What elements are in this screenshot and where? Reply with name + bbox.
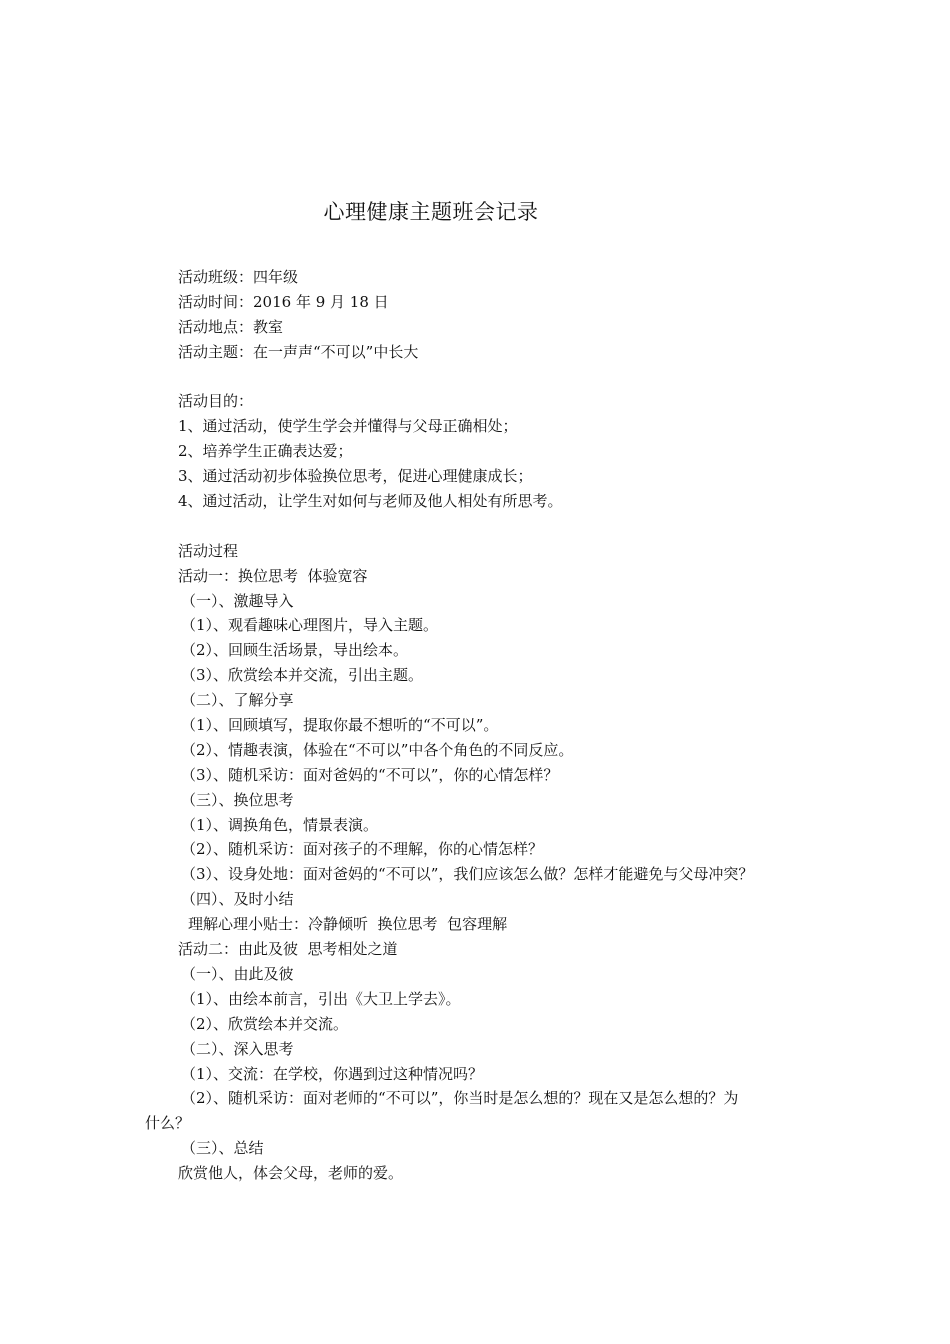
step-item: （2）、随机采访：面对老师的“不可以”，你当时是怎么想的？现在又是怎么想的？为 bbox=[181, 1089, 739, 1108]
tip-line: 理解心理小贴士：冷静倾听 换位思考 包容理解 bbox=[188, 915, 508, 934]
document-body bbox=[145, 265, 815, 1186]
step-item: （1）、调换角色，情景表演。 bbox=[181, 815, 379, 834]
step-item: （1）、观看趣味心理图片，导入主题。 bbox=[181, 616, 439, 635]
spacer bbox=[145, 514, 815, 539]
summary-line: 欣赏他人，体会父母，老师的爱。 bbox=[178, 1164, 404, 1183]
goal-item: 1、通过活动，使学生学会并懂得与父母正确相处； bbox=[178, 417, 518, 436]
info-class: 活动班级：四年级 bbox=[178, 268, 299, 286]
section-heading: （二）、了解分享 bbox=[181, 691, 294, 710]
activity2-heading: 活动二：由此及彼 思考相处之道 bbox=[178, 940, 398, 959]
step-item-continuation: 什么？ bbox=[145, 1114, 191, 1133]
info-place: 活动地点：教室 bbox=[178, 317, 284, 336]
step-item: （2）、欣赏绘本并交流。 bbox=[181, 1014, 349, 1033]
process-heading: 活动过程 bbox=[178, 541, 239, 560]
step-item: （1）、由绘本前言，引出《大卫上学去》。 bbox=[181, 989, 461, 1008]
section-heading: （二）、深入思考 bbox=[181, 1039, 294, 1058]
step-item: （1）、交流：在学校，你遇到过这种情况吗？ bbox=[181, 1064, 484, 1083]
section-heading: （一）、由此及彼 bbox=[181, 964, 294, 983]
goal-item: 3、通过活动初步体验换位思考，促进心理健康成长； bbox=[178, 467, 533, 486]
spacer bbox=[145, 365, 815, 390]
info-theme: 活动主题：在一声声“不可以”中长大 bbox=[178, 342, 419, 361]
step-item: （2）、情趣表演，体验在“不可以”中各个角色的不同反应。 bbox=[181, 740, 574, 759]
section-heading: （三）、总结 bbox=[181, 1139, 264, 1158]
info-time: 活动时间：2016 年 9 月 18 日 bbox=[178, 292, 389, 311]
section-heading: （一）、激趣导入 bbox=[181, 591, 294, 610]
step-item: （2）、回顾生活场景，导出绘本。 bbox=[181, 641, 409, 660]
activity1-heading: 活动一：换位思考 体验宽容 bbox=[178, 566, 368, 585]
section-heading: （四）、及时小结 bbox=[181, 890, 294, 909]
document-title: 心理健康主题班会记录 bbox=[323, 200, 539, 224]
step-item: （2）、随机采访：面对孩子的不理解，你的心情怎样？ bbox=[181, 840, 544, 859]
goals-heading: 活动目的： bbox=[178, 392, 254, 411]
section-heading: （三）、换位思考 bbox=[181, 790, 294, 809]
step-item: （3）、欣赏绘本并交流，引出主题。 bbox=[181, 666, 424, 685]
step-item: （3）、设身处地：面对爸妈的“不可以”，我们应该怎么做？怎样才能避免与父母冲突？ bbox=[181, 865, 754, 884]
step-item: （1）、回顾填写，提取你最不想听的“不可以”。 bbox=[181, 716, 499, 735]
step-item: （3）、随机采访：面对爸妈的“不可以”，你的心情怎样？ bbox=[181, 765, 559, 784]
goal-item: 4、通过活动，让学生对如何与老师及他人相处有所思考。 bbox=[178, 492, 563, 511]
goal-item: 2、培养学生正确表达爱； bbox=[178, 442, 353, 461]
